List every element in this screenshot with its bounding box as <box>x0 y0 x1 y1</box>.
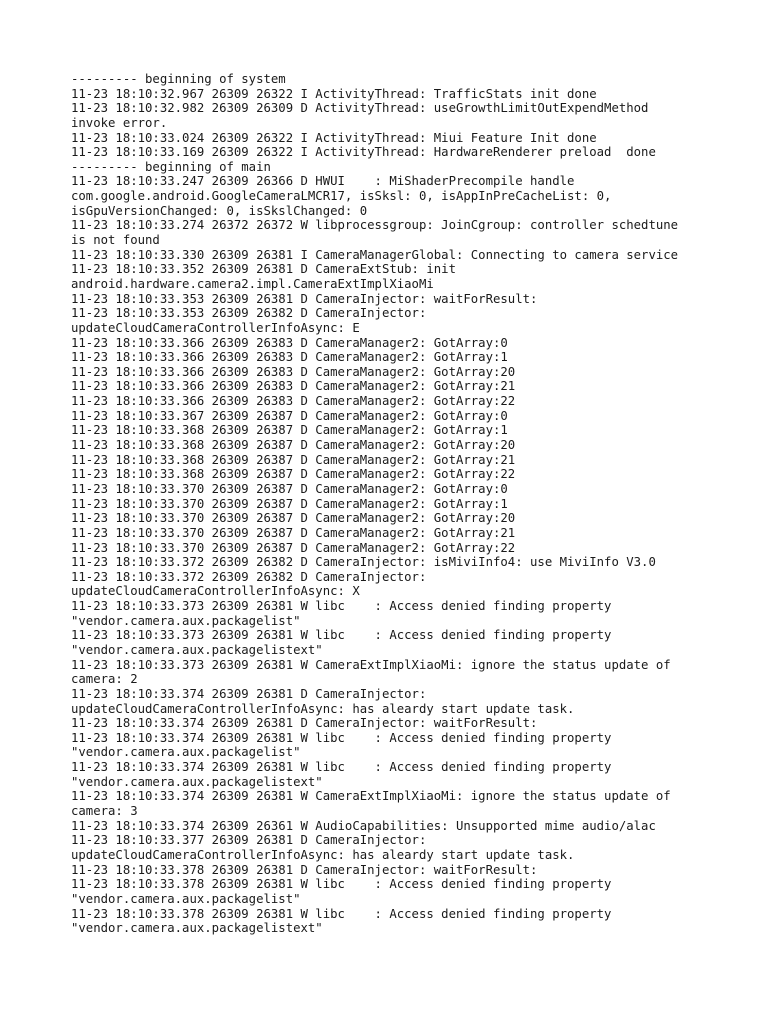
log-line: camera: 3 <box>71 804 138 819</box>
log-line: 11-23 18:10:33.373 26309 26381 W CameraExtImplXiaoMi: ignore the status update of <box>71 657 671 672</box>
log-line: "vendor.camera.aux.packagelist" <box>71 891 301 906</box>
log-line: invoke error. <box>71 115 168 130</box>
log-line: 11-23 18:10:33.353 26309 26381 D CameraInjector: waitForResult: <box>71 291 538 306</box>
log-line: updateCloudCameraControllerInfoAsync: X <box>71 584 360 599</box>
log-line: 11-23 18:10:33.274 26372 26372 W libprocessgroup: JoinCgroup: controller schedtune <box>71 218 679 233</box>
log-line: "vendor.camera.aux.packagelist" <box>71 745 301 760</box>
log-line: 11-23 18:10:33.374 26309 26381 W libc : Access denied finding property <box>71 760 612 775</box>
log-line: 11-23 18:10:33.169 26309 26322 I ActivityThread: HardwareRenderer preload done <box>71 145 656 160</box>
log-line: 11-23 18:10:33.373 26309 26381 W libc : Access denied finding property <box>71 628 612 643</box>
log-line: 11-23 18:10:33.367 26309 26387 D CameraManager2: GotArray:0 <box>71 408 508 423</box>
log-line: 11-23 18:10:33.373 26309 26381 W libc : Access denied finding property <box>71 599 612 614</box>
log-line: 11-23 18:10:33.366 26309 26383 D CameraManager2: GotArray:1 <box>71 350 508 365</box>
log-line: 11-23 18:10:33.377 26309 26381 D CameraInjector: <box>71 833 427 848</box>
log-line: updateCloudCameraControllerInfoAsync: E <box>71 320 360 335</box>
log-line: --------- beginning of main <box>71 159 271 174</box>
log-line: updateCloudCameraControllerInfoAsync: has aleardy start update task. <box>71 701 575 716</box>
log-line: 11-23 18:10:33.370 26309 26387 D CameraManager2: GotArray:22 <box>71 540 516 555</box>
log-line: 11-23 18:10:33.374 26309 26381 D CameraInjector: waitForResult: <box>71 716 538 731</box>
log-line: camera: 2 <box>71 672 138 687</box>
log-line: 11-23 18:10:33.366 26309 26383 D CameraManager2: GotArray:0 <box>71 335 508 350</box>
log-line: 11-23 18:10:33.372 26309 26382 D CameraInjector: isMiviInfo4: use MiviInfo V3.0 <box>71 555 656 570</box>
log-line: 11-23 18:10:33.374 26309 26381 D CameraInjector: <box>71 686 427 701</box>
log-line: 11-23 18:10:33.378 26309 26381 D CameraInjector: waitForResult: <box>71 862 538 877</box>
log-line: isGpuVersionChanged: 0, isSkslChanged: 0 <box>71 203 368 218</box>
log-line: 11-23 18:10:33.368 26309 26387 D CameraManager2: GotArray:20 <box>71 438 516 453</box>
log-line: "vendor.camera.aux.packagelistext" <box>71 774 323 789</box>
log-line: 11-23 18:10:33.330 26309 26381 I CameraManagerGlobal: Connecting to camera service <box>71 247 679 262</box>
log-line: 11-23 18:10:33.370 26309 26387 D CameraManager2: GotArray:0 <box>71 481 508 496</box>
log-line: "vendor.camera.aux.packagelistext" <box>71 921 323 936</box>
log-line: 11-23 18:10:33.024 26309 26322 I ActivityThread: Miui Feature Init done <box>71 130 597 145</box>
log-line: 11-23 18:10:33.378 26309 26381 W libc : Access denied finding property <box>71 877 612 892</box>
log-line: 11-23 18:10:33.368 26309 26387 D CameraManager2: GotArray:1 <box>71 423 508 438</box>
log-line: updateCloudCameraControllerInfoAsync: has aleardy start update task. <box>71 847 575 862</box>
log-line: 11-23 18:10:33.374 26309 26361 W AudioCapabilities: Unsupported mime audio/alac <box>71 818 656 833</box>
log-line: 11-23 18:10:33.370 26309 26387 D CameraManager2: GotArray:20 <box>71 511 516 526</box>
log-line: 11-23 18:10:33.372 26309 26382 D CameraInjector: <box>71 569 427 584</box>
log-line: 11-23 18:10:33.370 26309 26387 D CameraManager2: GotArray:21 <box>71 525 516 540</box>
log-line: 11-23 18:10:33.374 26309 26381 W CameraExtImplXiaoMi: ignore the status update of <box>71 789 671 804</box>
log-line: 11-23 18:10:33.353 26309 26382 D CameraInjector: <box>71 306 427 321</box>
log-line: 11-23 18:10:33.378 26309 26381 W libc : Access denied finding property <box>71 906 612 921</box>
log-line: "vendor.camera.aux.packagelist" <box>71 613 301 628</box>
log-line: 11-23 18:10:32.967 26309 26322 I ActivityThread: TrafficStats init done <box>71 86 597 101</box>
log-line: 11-23 18:10:33.370 26309 26387 D CameraManager2: GotArray:1 <box>71 496 508 511</box>
log-line: 11-23 18:10:33.247 26309 26366 D HWUI : MiShaderPrecompile handle <box>71 174 575 189</box>
log-line: 11-23 18:10:33.368 26309 26387 D CameraManager2: GotArray:21 <box>71 452 516 467</box>
log-line: is not found <box>71 233 160 248</box>
log-line: 11-23 18:10:32.982 26309 26309 D ActivityThread: useGrowthLimitOutExpendMethod <box>71 101 649 116</box>
log-line: 11-23 18:10:33.352 26309 26381 D CameraExtStub: init <box>71 262 456 277</box>
log-line: 11-23 18:10:33.374 26309 26381 W libc : Access denied finding property <box>71 730 612 745</box>
log-line: 11-23 18:10:33.366 26309 26383 D CameraManager2: GotArray:20 <box>71 364 516 379</box>
log-line: com.google.android.GoogleCameraLMCR17, isSksl: 0, isAppInPreCacheList: 0, <box>71 189 612 204</box>
log-line: --------- beginning of system <box>71 72 286 86</box>
log-line: 11-23 18:10:33.366 26309 26383 D CameraManager2: GotArray:21 <box>71 379 516 394</box>
log-line: 11-23 18:10:33.366 26309 26383 D CameraManager2: GotArray:22 <box>71 394 516 409</box>
log-line: android.hardware.camera2.impl.CameraExtImplXiaoMi <box>71 276 434 291</box>
log-document <box>71 72 751 936</box>
log-line: "vendor.camera.aux.packagelistext" <box>71 642 323 657</box>
log-line: 11-23 18:10:33.368 26309 26387 D CameraManager2: GotArray:22 <box>71 467 516 482</box>
